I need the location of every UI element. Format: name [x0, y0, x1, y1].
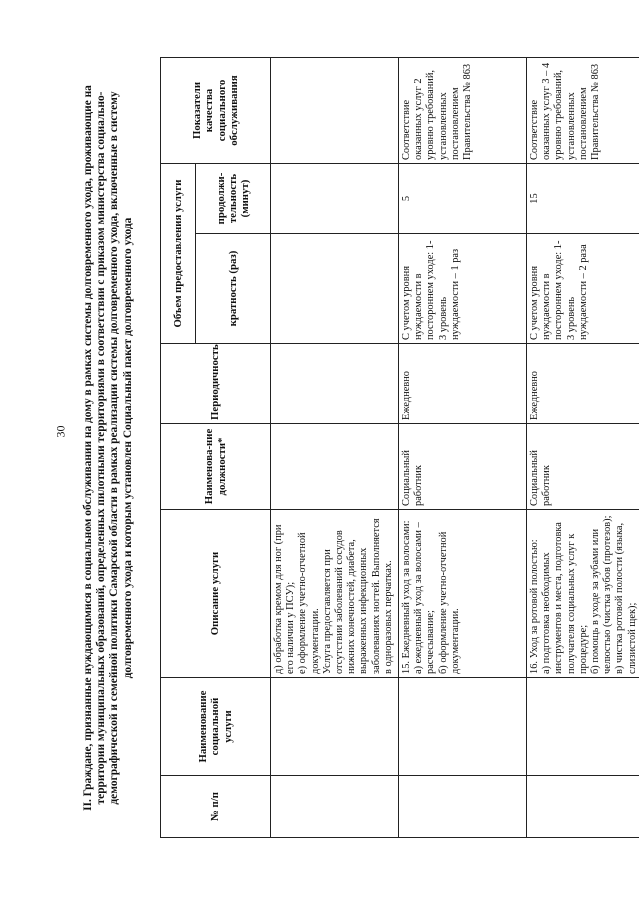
header-position: Наименова-ние должности*	[161, 424, 271, 510]
cell-position: Социальный работник	[399, 424, 527, 510]
cell-duration: 5	[399, 164, 527, 234]
cell-duration	[271, 164, 399, 234]
cell-num	[527, 776, 639, 838]
cell-service-name	[271, 678, 399, 776]
cell-position: Социальный работник	[527, 424, 639, 510]
cell-description	[399, 510, 527, 678]
description-line: Услуга предоставляется при отсутствии заболеваний сосудов нижних конечностей, диабета, выраженных инфекционных заболеваниях ногтей. Выполняется в одноразовых перчатках.	[321, 518, 394, 674]
cell-service-name	[527, 678, 639, 776]
description-line: е) оформление учетно-отчетной документации.	[297, 532, 321, 674]
rotated-page-content	[80, 58, 638, 838]
cell-frequency	[271, 234, 399, 344]
description-line: б) оформление учетно-отчетной документации.	[437, 531, 461, 674]
cell-frequency: С учетом уровня нуждаемости в постороннем уходе: 1-3 уровень нуждаемости – 2 раза	[527, 234, 639, 344]
cell-service-name	[399, 678, 527, 776]
description-line: а) ежедневный уход за волосами – расчесывание;	[413, 522, 437, 674]
cell-description	[271, 510, 399, 678]
table-row	[271, 58, 399, 838]
header-quality: Показатели качества социального обслуживания	[161, 58, 271, 164]
table-row	[399, 58, 527, 838]
header-periodicity: Периодичность	[161, 344, 271, 424]
cell-position	[271, 424, 399, 510]
description-line: б) помощь в уходе за зубами или челюстью (чистка зубов (протезов);	[590, 515, 614, 674]
header-volume: Объем предоставления услуги	[161, 164, 196, 344]
cell-num	[271, 776, 399, 838]
description-line: д) обработка кремом для ног (при его наличии у ПСУ);	[273, 524, 297, 674]
cell-num	[399, 776, 527, 838]
header-duration: продолжи-тельность (минут)	[196, 164, 271, 234]
table-row	[527, 58, 639, 838]
description-line: а) подготовка необходимых инструментов и места, подготовка получателя социальных услуг к процедуре;	[541, 522, 589, 674]
page-number: 30	[53, 425, 68, 438]
description-line: 15. Ежедневный уход за волосами:	[401, 520, 412, 674]
header-service-name: Наименование социальной услуги	[161, 678, 271, 776]
cell-quality: Соответствие оказанных услуг 2 уровню требований, установленных постановлением Правительства № 863	[399, 58, 527, 164]
section-heading: II. Граждане, признанные нуждающимися в социальном обслуживании на дому в рамках системы долговременного ухода, проживающие на территории муниципальных образований, определенных пилотными территориями в соответствии с приказом министерства социально-демографической и семейной политики Самарской области в рамках реализации системы долговременного ухода, включенные в систему долговременного ухода и которым установлен Социальный пакет долговременного ухода	[82, 85, 134, 811]
cell-periodicity	[271, 344, 399, 424]
cell-quality: Соответствие оказанных услуг 3 – 4 уровню требований, установленных постановлением Правительства № 863	[527, 58, 639, 164]
description-line: в) чистка ротовой полости (языка, слизистой щек);	[614, 522, 638, 674]
cell-periodicity: Ежедневно	[527, 344, 639, 424]
services-table	[160, 57, 639, 838]
header-description: Описание услуги	[161, 510, 271, 678]
cell-description	[527, 510, 639, 678]
cell-quality	[271, 58, 399, 164]
landscape-content	[80, 58, 638, 838]
description-line: 16. Уход за ротовой полостью:	[529, 539, 540, 674]
header-frequency: кратность (раз)	[196, 234, 271, 344]
cell-frequency: С учетом уровня нуждаемости в постороннем уходе: 1-3 уровень нуждаемости – 1 раз	[399, 234, 527, 344]
cell-periodicity: Ежедневно	[399, 344, 527, 424]
header-num: № п/п	[161, 776, 271, 838]
cell-duration: 15	[527, 164, 639, 234]
